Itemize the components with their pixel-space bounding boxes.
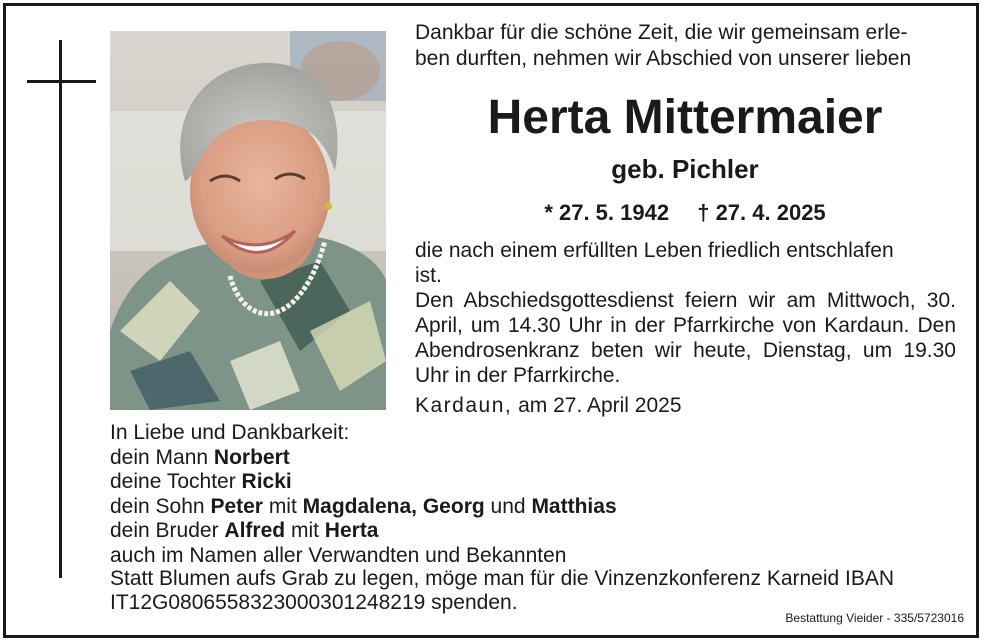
- mourner-son: [110, 495, 730, 520]
- place-date: [415, 392, 682, 420]
- death-date: † 27. 4. 2025: [697, 200, 826, 225]
- notice-date: am 27. April 2025: [518, 394, 682, 417]
- intro-line-1: Dankbar für die schöne Zeit, die wir gemeinsam erle-: [415, 21, 908, 44]
- relation-label: dein Sohn: [110, 494, 205, 518]
- intro-line-2: ben durften, nehmen wir Abschied von unserer lieben: [415, 47, 912, 70]
- mourners-list: [110, 421, 730, 569]
- relation-label: dein Mann: [110, 445, 209, 469]
- donation-note: [110, 567, 960, 615]
- notice-body: [415, 238, 956, 388]
- connector-text: mit: [268, 494, 297, 518]
- mourner-name: Alfred: [224, 519, 286, 543]
- cross-icon: [59, 40, 62, 578]
- donation-line-2: IT12G0806558323000301248219 spenden.: [110, 591, 518, 614]
- mourner-daughter: [110, 470, 730, 495]
- deceased-name: Herta Mittermaier: [487, 91, 883, 144]
- body-line-2: ist.: [415, 264, 442, 287]
- connector-text: und: [490, 494, 526, 518]
- mourner-name: Peter: [210, 494, 263, 518]
- mourners-closing: auch im Namen aller Verwandten und Bekannten: [110, 543, 567, 567]
- life-dates: [415, 198, 955, 228]
- mourner-husband: [110, 446, 730, 471]
- portrait-photo: [110, 31, 386, 410]
- relation-label: deine Tochter: [110, 470, 236, 494]
- funeral-home-credit: Bestattung Vieider - 335/5723016: [785, 611, 964, 625]
- mourner-name: Ricki: [241, 470, 292, 494]
- service-details: Den Abschiedsgottesdienst feiern wir am Mittwoch, 30. April, um 14.30 Uhr in der Pfarrkirche von Kardaun. Den Abendrosenkranz beten wir heute, Dienstag, um 19.30 Uhr in der Pfarrkirche.: [415, 289, 956, 387]
- birth-date: * 27. 5. 1942: [544, 200, 670, 225]
- relation-label: dein Bruder: [110, 519, 219, 543]
- mourner-brother: [110, 519, 730, 544]
- cross-icon-bar: [27, 80, 96, 83]
- mourner-name: Norbert: [213, 445, 290, 469]
- mourners-heading: In Liebe und Dankbarkeit:: [110, 421, 350, 444]
- body-line-1: die nach einem erfüllten Leben friedlich entschlafen: [415, 239, 894, 262]
- donation-line-1: Statt Blumen aufs Grab zu legen, möge man für die Vinzenzkonferenz Karneid IBAN: [110, 567, 895, 590]
- mourner-name: Matthias: [531, 494, 617, 518]
- maiden-name: geb. Pichler: [611, 154, 759, 184]
- intro-text: [415, 20, 955, 72]
- mourner-name: Herta: [324, 519, 379, 543]
- mourner-name: Magdalena, Georg: [302, 494, 485, 518]
- connector-text: mit: [290, 519, 319, 543]
- place: Kardaun,: [415, 394, 513, 417]
